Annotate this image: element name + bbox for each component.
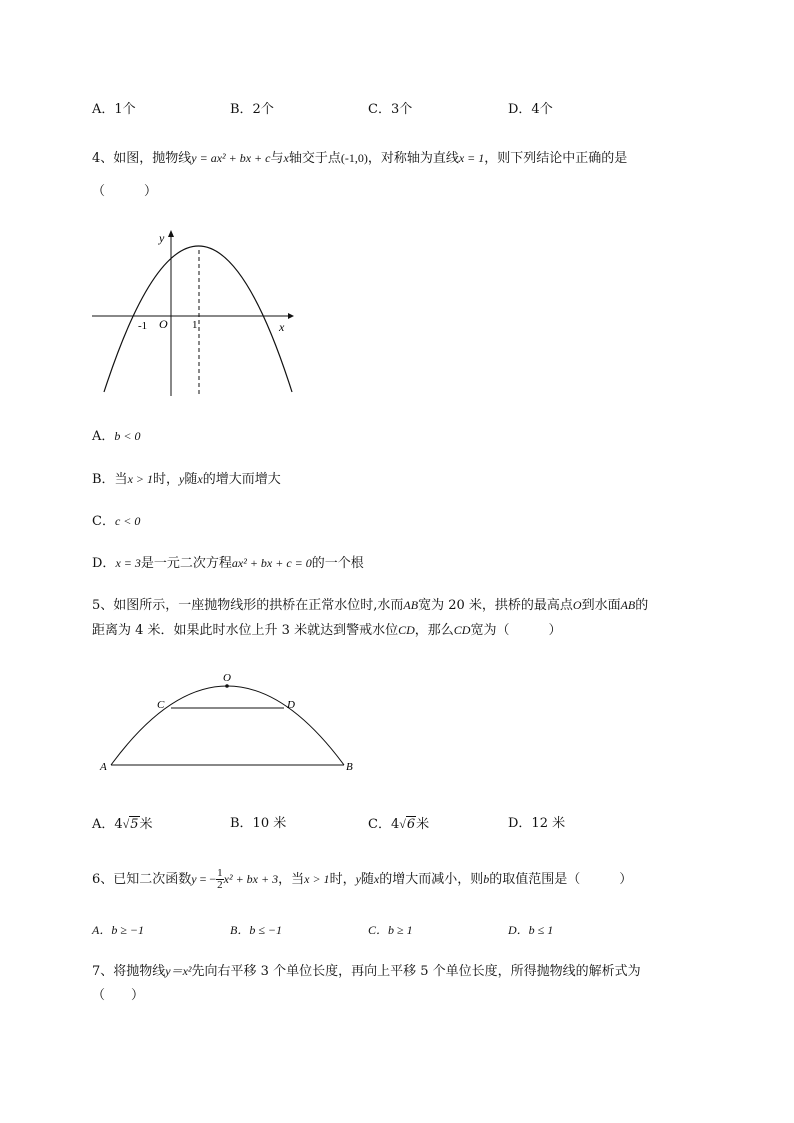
q6-expression: x² + bx + 3: [223, 872, 279, 886]
option-label: C．4: [368, 817, 400, 832]
label-b: B: [346, 761, 353, 773]
q4-stem-text: 与: [270, 151, 284, 166]
q5-text: 的: [635, 598, 649, 613]
q4-stem-text: ，则下列结论中正确的是: [484, 151, 628, 166]
x-axis-arrow: [288, 313, 294, 319]
q5-arch-bridge-figure: [94, 668, 364, 780]
option-expression: x > 1: [127, 472, 153, 486]
parabola-curve: [104, 246, 292, 392]
q3-option-d[interactable]: D．4个: [508, 102, 553, 117]
option-unit: 米: [416, 817, 430, 832]
radicand: 5: [130, 817, 139, 832]
q4-point: (-1,0): [340, 151, 368, 165]
q7-text: 先向右平移 3 个单位长度，再向上平移 5 个单位长度，所得抛物线的解析式为: [191, 964, 641, 979]
option-expression: x: [197, 472, 203, 486]
q4-stem-text: 轴交于点: [288, 151, 341, 166]
q6-text: 6、已知二次函数: [92, 872, 192, 887]
q6-option-b[interactable]: B．b ≤ −1: [230, 923, 283, 937]
q6-condition: x > 1: [304, 872, 330, 886]
q6-stem: [92, 868, 632, 891]
q4-parabola-figure: [86, 224, 301, 404]
q4-axis: x = 1: [458, 151, 485, 165]
option-text: 的一个根: [311, 556, 364, 571]
q4-option-b[interactable]: [92, 470, 281, 489]
radicand: 6: [406, 817, 416, 832]
q7-answer-blank: （ ）: [92, 988, 145, 1003]
option-expression: b < 0: [114, 429, 141, 443]
q6-b: b: [483, 872, 490, 886]
option-text: 时，: [153, 472, 180, 487]
q5-stem-line2: [92, 621, 561, 640]
q6-option-c[interactable]: C．b ≥ 1: [368, 923, 413, 937]
option-text: 随: [184, 472, 198, 487]
q5-text: 宽为 20 米，拱桥的最高点: [418, 598, 573, 613]
q6-text: 随: [360, 872, 374, 887]
q5-text: 到水面: [581, 598, 621, 613]
q5-option-b[interactable]: B．10 米: [230, 816, 287, 831]
q4-option-d[interactable]: [92, 554, 364, 573]
fraction-denominator: 2: [217, 879, 223, 891]
q6-option-a[interactable]: A．b ≥ −1: [92, 923, 145, 937]
q5-cd: CD: [453, 623, 471, 637]
option-label: A．4: [92, 817, 123, 832]
option-text: 是一元二次方程: [140, 556, 232, 571]
q6-text: 的增大而减小，则: [379, 872, 484, 887]
q5-option-d[interactable]: D．12 米: [508, 816, 566, 831]
q6-y: y: [191, 872, 197, 886]
q7-expression: y＝x²: [165, 964, 192, 978]
option-label: A．: [92, 429, 115, 444]
q5-text: ，那么: [414, 623, 454, 638]
q5-o: O: [572, 598, 582, 612]
arch-curve: [111, 686, 344, 765]
option-expression: c < 0: [114, 514, 141, 528]
q6-x: x: [373, 872, 380, 886]
q4-x: x: [283, 151, 289, 165]
label-c: C: [157, 699, 165, 711]
q5-stem-line1: [92, 596, 648, 615]
q6-fraction: [216, 868, 224, 891]
q4-option-c[interactable]: [92, 512, 140, 531]
q5-option-a[interactable]: A．4√5米: [92, 817, 153, 832]
q7-stem: [92, 962, 641, 981]
q6-y: y: [355, 872, 361, 886]
q5-cd: CD: [398, 623, 415, 637]
option-text: 的增大而增大: [202, 472, 281, 487]
q4-answer-blank: （ ）: [92, 184, 158, 199]
q5-text: 宽为（ ）: [470, 623, 562, 638]
q4-stem: [92, 149, 627, 168]
q5-option-c[interactable]: C．4√6米: [368, 817, 430, 832]
q4-expression: y = ax² + bx + c: [191, 151, 271, 165]
origin-label: O: [159, 317, 168, 331]
fraction-numerator: 1: [217, 867, 223, 879]
q6-text: 的取值范围是（ ）: [489, 872, 633, 887]
option-label: D．: [92, 556, 116, 571]
y-axis-label: y: [159, 231, 165, 245]
vertex-point-o: [225, 684, 229, 688]
q6-text: 时，: [329, 872, 356, 887]
q6-text: ，当: [278, 872, 305, 887]
option-unit: 米: [139, 817, 153, 832]
q3-option-b[interactable]: B．2个: [230, 102, 274, 117]
option-expression: y: [179, 472, 185, 486]
label-a: A: [100, 761, 107, 773]
q5-ab: AB: [403, 598, 419, 612]
q3-option-c[interactable]: C．3个: [368, 102, 413, 117]
label-o: O: [223, 672, 231, 684]
option-expression: x = 3: [115, 556, 141, 570]
q5-ab: AB: [620, 598, 636, 612]
option-label: C．: [92, 514, 115, 529]
y-axis-arrow: [168, 230, 174, 237]
tick-label-1: 1: [192, 319, 198, 331]
q7-text: 7、将抛物线: [92, 964, 166, 979]
label-d: D: [287, 699, 295, 711]
q6-option-d[interactable]: D．b ≤ 1: [508, 923, 554, 937]
q5-text: 5、如图所示，一座抛物线形的拱桥在正常水位时,水而: [92, 598, 404, 613]
option-expression: ax² + bx + c = 0: [231, 556, 312, 570]
option-label: B．当: [92, 472, 128, 487]
q4-stem-text: 4、如图，抛物线: [92, 151, 192, 166]
q6-eq: = −: [196, 872, 217, 886]
x-axis-label: x: [279, 320, 285, 334]
q5-text: 距离为 4 米．如果此时水位上升 3 米就达到警戒水位: [92, 623, 399, 638]
tick-label-neg1: -1: [138, 320, 148, 332]
q4-option-a[interactable]: [92, 427, 141, 446]
q4-stem-text: ，对称轴为直线: [367, 151, 459, 166]
q3-option-a[interactable]: A．1个: [92, 102, 136, 117]
